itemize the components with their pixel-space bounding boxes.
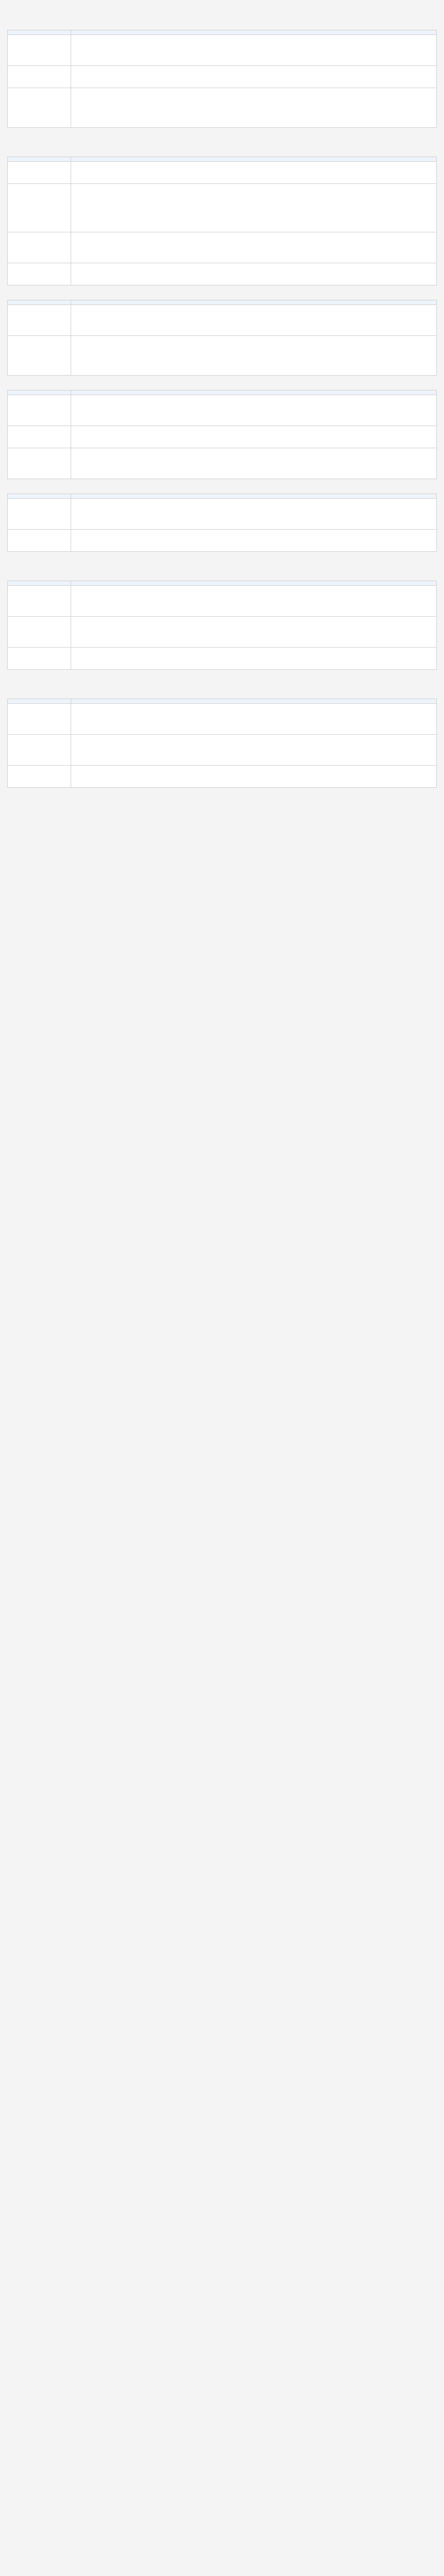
table-row [8,499,437,530]
content-paragraph [74,715,433,722]
content-paragraph [74,116,433,124]
row-content [71,586,437,617]
row-content [71,305,437,336]
content-paragraph [74,99,433,106]
table-row [8,66,437,88]
content-paragraph [74,658,433,666]
content-paragraph [74,221,433,228]
content-paragraph [74,234,433,242]
content-paragraph [74,274,433,281]
content-paragraph [74,265,433,273]
content-paragraph [74,37,433,44]
row-label [8,232,71,263]
notes-table [7,30,437,128]
table-row [8,263,437,285]
row-label [8,395,71,426]
section-title [7,136,437,144]
column-header [8,699,71,704]
content-paragraph [74,164,433,171]
row-label [8,66,71,88]
row-content [71,395,437,426]
content-paragraph [74,745,433,753]
table-subtitle [7,689,437,697]
content-paragraph [74,77,433,84]
content-paragraph [74,636,433,643]
table-header-row [8,581,437,586]
row-label [8,263,71,285]
table-header-row [8,157,437,162]
row-content [71,232,437,263]
notes-table [7,494,437,552]
column-header [71,494,437,499]
section [7,678,437,788]
column-header [8,300,71,305]
content-paragraph [74,195,433,202]
row-content [71,735,437,766]
content-paragraph [74,605,433,613]
content-paragraph [74,501,433,508]
notes-table [7,300,437,376]
table-row [8,530,437,552]
table-header-row [8,699,437,704]
content-paragraph [74,68,433,75]
table-subtitle [7,21,437,28]
row-content [71,530,437,552]
row-label [8,426,71,448]
row-content [71,162,437,184]
content-paragraph [74,406,433,413]
table-header-row [8,494,437,499]
content-paragraph [74,768,433,775]
content-paragraph [74,588,433,595]
table-subtitle [7,291,437,298]
row-label [8,586,71,617]
content-paragraph [74,428,433,435]
row-label [8,530,71,552]
content-paragraph [74,108,433,115]
content-paragraph [74,347,433,354]
content-paragraph [74,252,433,259]
row-content [71,499,437,530]
content-paragraph [74,173,433,180]
row-label [8,704,71,735]
section-title [7,9,437,18]
table-subtitle [7,381,437,388]
row-content [71,766,437,788]
notes-table [7,390,437,479]
row-content [71,704,437,735]
section [7,136,437,552]
table-row [8,336,437,376]
content-paragraph [74,468,433,475]
row-label [8,766,71,788]
row-label [8,35,71,66]
row-content [71,263,437,285]
notes-table [7,581,437,670]
content-paragraph [74,204,433,211]
table-row [8,648,437,670]
row-content [71,426,437,448]
content-paragraph [74,450,433,457]
column-header [8,494,71,499]
row-label [8,162,71,184]
table-row [8,232,437,263]
content-paragraph [74,619,433,626]
table-subtitle [7,147,437,155]
content-paragraph [74,510,433,517]
content-paragraph [74,186,433,193]
content-paragraph [74,597,433,604]
notes-table [7,157,437,285]
row-content [71,336,437,376]
content-paragraph [74,754,433,761]
notes-table [7,699,437,788]
column-header [8,581,71,586]
table-subtitle [7,484,437,492]
table-row [8,88,437,128]
column-header [71,300,437,305]
table-header-row [8,30,437,35]
table-row [8,735,437,766]
column-header [8,391,71,395]
row-label [8,336,71,376]
content-paragraph [74,540,433,548]
column-header [71,157,437,162]
content-paragraph [74,706,433,713]
content-paragraph [74,518,433,526]
row-content [71,648,437,670]
table-row [8,426,437,448]
row-label [8,499,71,530]
notes-page [0,0,444,806]
content-paragraph [74,776,433,784]
table-row [8,766,437,788]
row-label [8,648,71,670]
row-content [71,448,437,479]
row-label [8,735,71,766]
content-paragraph [74,723,433,731]
content-paragraph [74,46,433,53]
table-row [8,586,437,617]
row-content [71,88,437,128]
content-paragraph [74,437,433,444]
column-header [8,157,71,162]
content-paragraph [74,212,433,219]
row-label [8,184,71,232]
table-subtitle [7,571,437,579]
table-header-row [8,300,437,305]
table-row [8,162,437,184]
content-paragraph [74,737,433,744]
content-paragraph [74,307,433,314]
content-paragraph [74,628,433,635]
row-label [8,88,71,128]
content-paragraph [74,532,433,539]
column-header [71,30,437,35]
content-paragraph [74,355,433,363]
row-label [8,617,71,648]
content-paragraph [74,243,433,250]
row-content [71,184,437,232]
content-paragraph [74,650,433,657]
section-title [7,560,437,568]
content-paragraph [74,316,433,323]
row-content [71,66,437,88]
row-content [71,35,437,66]
table-row [8,395,437,426]
table-row [8,184,437,232]
content-paragraph [74,55,433,62]
content-paragraph [74,325,433,332]
row-content [71,617,437,648]
section [7,560,437,670]
table-row [8,704,437,735]
content-paragraph [74,338,433,345]
column-header [71,391,437,395]
table-row [8,617,437,648]
table-row [8,35,437,66]
table-header-row [8,391,437,395]
column-header [8,30,71,35]
table-row [8,448,437,479]
row-label [8,305,71,336]
content-paragraph [74,364,433,371]
section [7,9,437,128]
column-header [71,581,437,586]
table-row [8,305,437,336]
content-paragraph [74,459,433,466]
content-paragraph [74,90,433,97]
column-header [71,699,437,704]
content-paragraph [74,397,433,404]
row-label [8,448,71,479]
section-title [7,678,437,686]
content-paragraph [74,415,433,422]
